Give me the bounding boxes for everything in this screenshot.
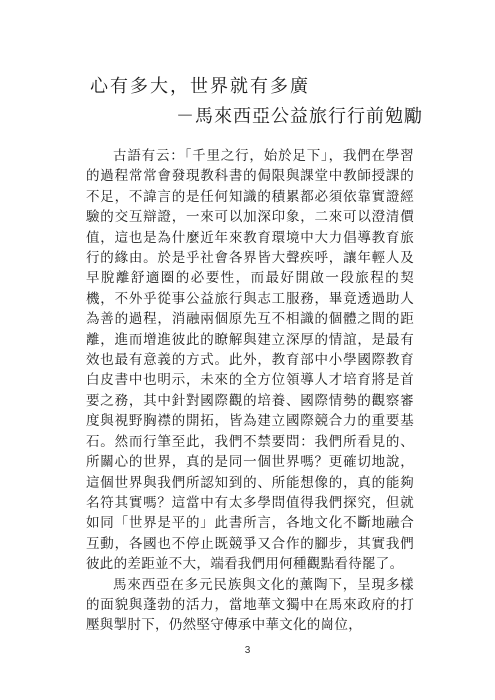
page-number: 3 [244,645,251,656]
document-subtitle: －馬來西亞公益旅行行前勉勵 [176,106,423,127]
body-paragraph: 馬來西亞在多元民族與文化的薰陶下，呈現多樣的面貌與蓬勃的活力，當地華文獨中在馬來政府的打壓與掣肘下，仍然堅守傳承中華文化的崗位， [86,576,414,634]
body-paragraph: 古語有云：「千里之行，始於足下」，我們在學習的過程常常會發現教科書的侷限與課堂中教師授課的不足，不諱言的是任何知識的積累都必須依靠實證經驗的交互辯證，一來可以加深印象，二來可以澄清價值，這也是為什麼近年來教育環境中大力倡導教育旅行的緣由。於是乎社會各界皆大聲疾呼，讓年輕人及早脫離舒適圈的必要性，而最好開啟一段旅程的契機，不外乎從事公益旅行與志工服務，畢竟透過助人為善的過程，消融兩個原先互不相識的個體之間的距離，進而增進彼此的瞭解與建立深厚的情誼，是最有效也最有意義的方式。此外，教育部中小學國際教育白皮書中也明示，未來的全方位領導人才培育將是首要之務，其中針對國際觀的培養、國際情勢的觀察審度與視野胸襟的開拓，皆為建立國際競合力的重要基石。然而行筆至此，我們不禁要問：我們所看見的、所關心的世界，真的是同一個世界嗎？更確切地說，這個世界與我們所認知到的、所能想像的，真的能夠名符其實嗎？這當中有太多學問值得我們探究，但就如同「世界是平的」此書所言，各地文化不斷地融合互動，各國也不停止既競爭又合作的腳步，其實我們彼此的差距並不大，端看我們用何種觀點看待罷了。 [86,148,414,573]
document-title: 心有多大，世界就有多廣 [90,76,310,97]
document-body [86,146,414,636]
